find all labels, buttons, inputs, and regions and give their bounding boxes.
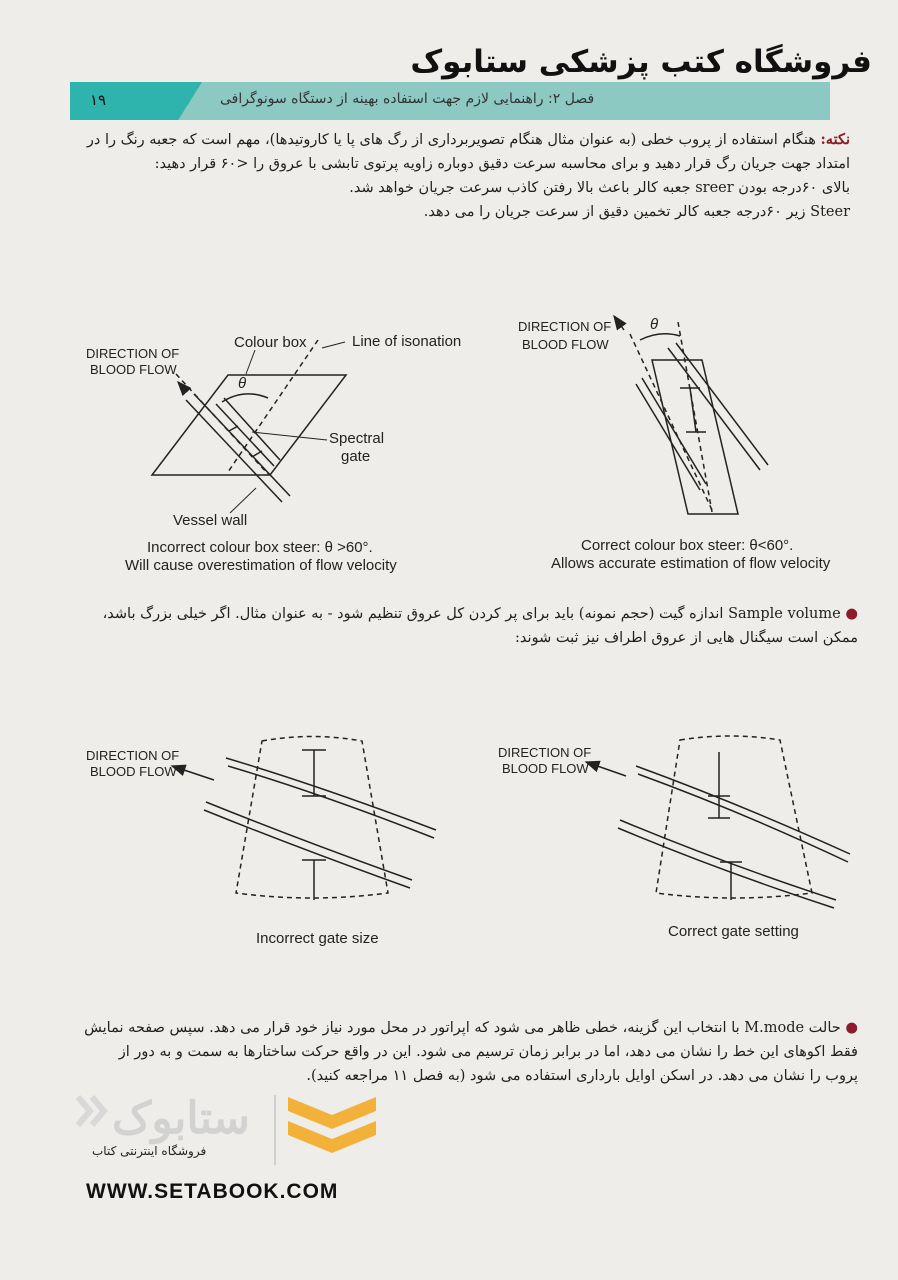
vessel-wall-pointer: [230, 488, 256, 513]
store-title: فروشگاه کتب پزشکی ستابوک: [410, 44, 872, 80]
spectral-gate-label-1: Spectral: [329, 430, 385, 447]
colour-box-label: Colour box: [234, 334, 307, 351]
vessel-wall-label: Vessel wall: [173, 512, 248, 529]
note-line-4: Steer زیر ۶۰درجه جعبه کالر تخمین دقیق از سرعت جریان را می دهد.: [423, 204, 850, 220]
right-caption-2: Allows accurate estimation of flow velocity: [551, 555, 831, 572]
logo-subtitle: فروشگاه اینترنتی کتاب: [92, 1144, 207, 1158]
logo-chevron-icon: [78, 1097, 90, 1125]
note-label: نکته:: [820, 131, 850, 148]
correct-gate-caption: Correct gate setting: [668, 923, 799, 940]
right-theta: θ: [650, 316, 659, 333]
correct-steer-diagram: [614, 316, 768, 514]
left2-flow-arrow: [172, 766, 214, 780]
line-of-isonation-label: Line of isonation: [352, 333, 462, 350]
note-line-1: نکته: هنگام استفاده از پروب خطی (به عنوان مثال هنگام تصویربرداری از رگ های پا یا کاروتیدها)، مهم است که جعبه رنگ را در: [86, 131, 850, 148]
spectral-gate-pointer: [252, 432, 327, 440]
vessel-wall-b: [636, 384, 700, 490]
spectral-gate-label-2: gate: [341, 448, 371, 465]
page-number: ۱۹: [90, 91, 107, 109]
note-line-2: امتداد جهت جریان رگ قرار دهید و برای محاسبه سرعت دقیق دوباره زاویه پرتوی تابشی با عروق را <۶۰ قرار دهید:: [154, 156, 850, 172]
website-url: WWW.SETABOOK.COM: [86, 1180, 339, 1203]
left-direction-label-2: BLOOD FLOW: [90, 362, 177, 377]
isonation-pointer: [322, 342, 345, 348]
vessel-2-top: [206, 802, 412, 880]
left-caption-2: Will cause overestimation of flow velocity: [125, 557, 397, 574]
gate-right-direction-1: DIRECTION OF: [498, 745, 592, 760]
right-direction-label-1: DIRECTION OF: [518, 319, 612, 334]
incorrect-gate-diagram: [172, 737, 436, 901]
spectral-gate-bar-1: [229, 426, 238, 431]
gate-stem: [690, 388, 696, 432]
gate-right-direction-2: BLOOD FLOW: [502, 761, 589, 776]
vessel-r2-top: [620, 820, 836, 900]
colour-box-steer-figure: [0, 290, 898, 590]
gate-size-figure: [0, 730, 898, 960]
mmode-line-3: پروب را نشان می دهد. در اسکن اوایل بارداری استفاده می شود (به فصل ۱۱ مراجعه کنید).: [306, 1068, 858, 1084]
bullet-icon: ●: [845, 1020, 858, 1036]
left-caption-1: Incorrect colour box steer: θ >60°.: [147, 539, 373, 556]
mmode-line-2: فقط اکوهای این خط را نشان می دهد، اما در برابر زمان ترسیم می شود. این در واقع حرکت ساختارها به سمت و به دور از: [118, 1044, 858, 1060]
vessel-r1-top: [636, 766, 850, 854]
spectral-gate-bar-2: [252, 451, 262, 457]
sample-volume-line-1: ● Sample volume اندازه گیت (حجم نمونه) باید برای پر کردن کل عروق تنظیم شود - به عنوان مثال. اگر خیلی بزرگ باشد،: [102, 606, 858, 622]
left-theta: θ: [238, 375, 247, 392]
note-block: [50, 128, 850, 224]
chapter-title: فصل ۲: راهنمایی لازم جهت استفاده بهینه از دستگاه سونوگرافی: [220, 91, 595, 107]
vessel-1-bottom: [228, 766, 434, 838]
gate-left-direction-2: BLOOD FLOW: [90, 764, 177, 779]
logo-wordmark: ستابوک: [112, 1094, 250, 1143]
sector-outline: [236, 737, 388, 899]
theta-arc: [222, 394, 268, 402]
line-of-isonation-correct: [678, 322, 712, 512]
vessel-wall-upper: [186, 400, 282, 502]
left-direction-label-1: DIRECTION OF: [86, 346, 180, 361]
correct-gate-diagram: [586, 736, 850, 908]
mmode-paragraph: [38, 1016, 858, 1088]
incorrect-gate-caption: Incorrect gate size: [256, 930, 379, 947]
right2-flow-arrow: [586, 762, 626, 776]
chapter-header-bar: [40, 82, 830, 122]
colour-box-pointer: [246, 350, 255, 374]
vessel-2-bottom: [204, 810, 410, 888]
right-direction-label-2: BLOOD FLOW: [522, 337, 609, 352]
bullet-icon: ●: [845, 606, 858, 622]
mmode-line-1: ● حالت M.mode با انتخاب این گزینه، خطی ظاهر می شود که اپراتور در محل مورد نیاز خود قرار می دهد. سپس صفحه نمایش: [84, 1020, 858, 1036]
right-theta-arc: [640, 334, 680, 340]
right-flow-arrow: [614, 316, 624, 330]
sample-volume-paragraph: [38, 602, 858, 650]
right-caption-1: Correct colour box steer: θ<60°.: [581, 537, 794, 554]
note-line-3: بالای ۶۰درجه بودن sreer جعبه کالر باعث بالا رفتن کاذب سرعت جریان خواهد شد.: [349, 180, 850, 196]
setabook-logo: [70, 1085, 390, 1195]
gate-left-direction-1: DIRECTION OF: [86, 748, 180, 763]
vessel-wall-c: [668, 348, 760, 470]
incorrect-steer-diagram: [152, 340, 346, 513]
vessel-wall-lower: [216, 404, 274, 466]
logo-book-icon: [288, 1097, 376, 1153]
sample-volume-line-2: ممکن است سیگنال هایی از عروق اطراف نیز ثبت شوند:: [515, 630, 858, 646]
